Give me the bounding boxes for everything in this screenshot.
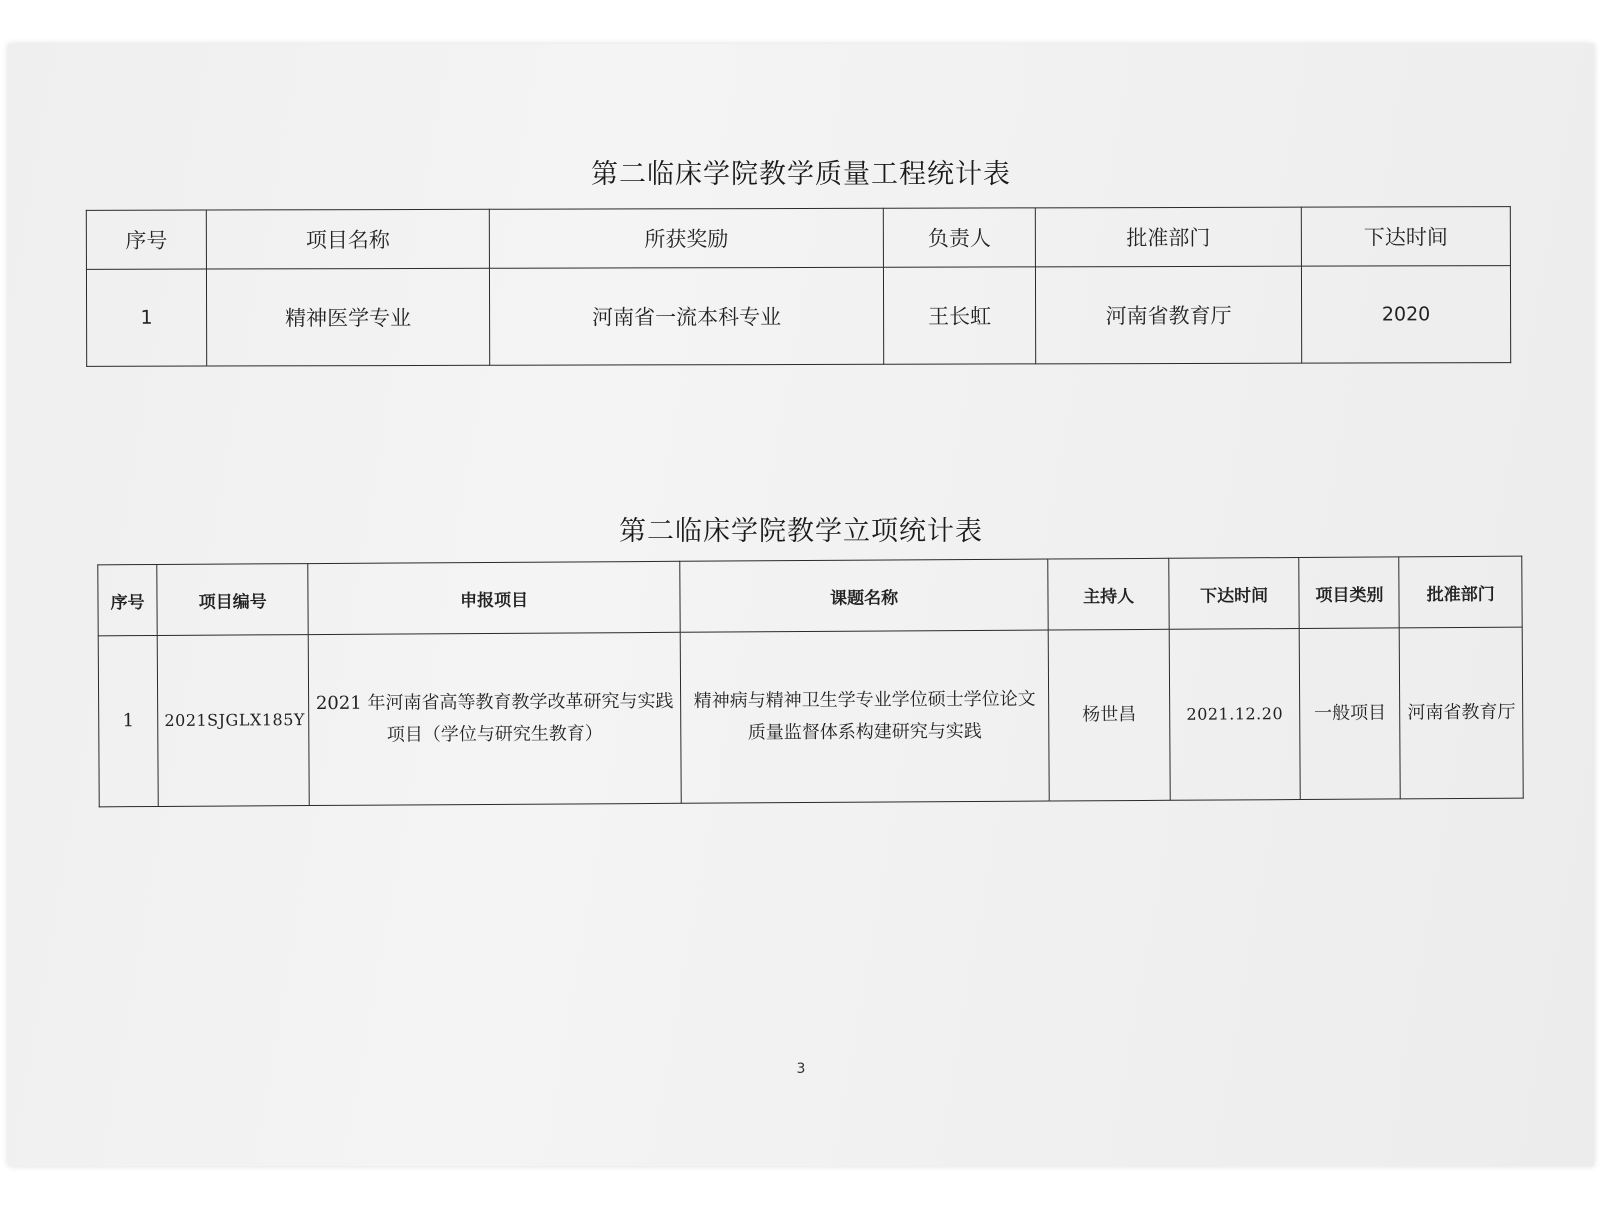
cell-award: 河南省一流本科专业 — [489, 267, 883, 365]
cell-application-project: 2021 年河南省高等教育教学改革研究与实践项目（学位与研究生教育） — [308, 632, 681, 805]
header-award: 所获奖励 — [489, 208, 883, 268]
teaching-project-table — [97, 556, 1523, 808]
cell-approving-dept: 河南省教育厅 — [1400, 627, 1524, 799]
table-header-row — [86, 207, 1510, 270]
cell-issue-date: 2021.12.20 — [1169, 629, 1301, 801]
table-header-row — [98, 556, 1522, 636]
cell-person-in-charge: 王长虹 — [883, 267, 1035, 364]
header-host: 主持人 — [1048, 558, 1169, 630]
header-index: 序号 — [86, 210, 206, 269]
header-issue-date: 下达时间 — [1169, 558, 1300, 630]
table-row — [86, 266, 1510, 367]
cell-project-code: 2021SJGLX185Y — [157, 635, 309, 807]
cell-topic-name: 精神病与精神卫生学专业学位硕士学位论文质量监督体系构建研究与实践 — [680, 630, 1050, 803]
cell-project-name: 精神医学专业 — [206, 268, 489, 366]
header-project-code: 项目编号 — [157, 564, 308, 636]
header-project-name: 项目名称 — [206, 209, 489, 269]
quality-engineering-table — [86, 206, 1511, 367]
header-approving-dept: 批准部门 — [1035, 207, 1301, 267]
cell-index: 1 — [98, 635, 158, 806]
header-topic-name: 课题名称 — [680, 559, 1049, 632]
header-approving-dept: 批准部门 — [1399, 556, 1522, 628]
page-number: 3 — [796, 1061, 806, 1077]
cell-index: 1 — [86, 269, 206, 366]
header-issue-date: 下达时间 — [1301, 207, 1510, 267]
table-title-quality: 第二临床学院教学质量工程统计表 — [591, 159, 1011, 190]
header-application-project: 申报项目 — [308, 561, 680, 634]
header-index: 序号 — [98, 564, 158, 635]
table-row — [98, 627, 1523, 807]
document-page — [8, 44, 1594, 1166]
cell-issue-date: 2020 — [1301, 266, 1510, 364]
table-title-project: 第二临床学院教学立项统计表 — [619, 516, 983, 547]
header-person-in-charge: 负责人 — [883, 208, 1035, 267]
header-project-category: 项目类别 — [1299, 557, 1399, 629]
cell-approving-dept: 河南省教育厅 — [1035, 266, 1301, 364]
cell-project-category: 一般项目 — [1300, 628, 1401, 800]
cell-host: 杨世昌 — [1049, 629, 1170, 801]
